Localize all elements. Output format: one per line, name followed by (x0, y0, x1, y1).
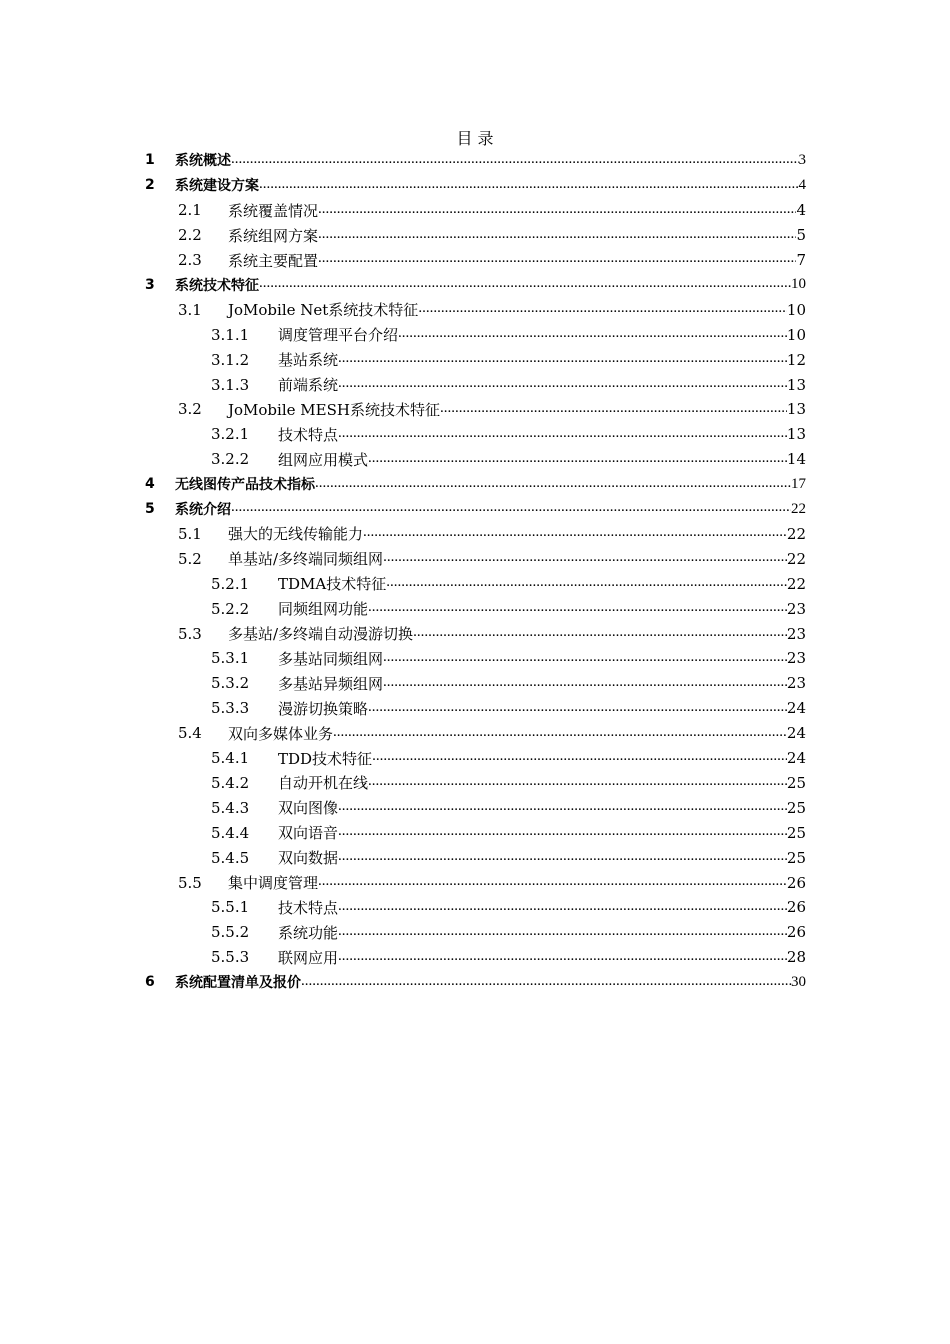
toc-entry-title: 单基站/多终端同频组网 (228, 550, 384, 569)
toc-entry-page: 13 (786, 400, 806, 419)
toc-dot-leader (301, 970, 791, 995)
toc-entry-number: 3.2.2 (211, 450, 250, 469)
toc-entry-number: 2.3 (178, 251, 202, 270)
toc-entry-title: 多基站异频组网 (278, 674, 384, 693)
toc-dot-leader (338, 422, 787, 447)
toc-entry-page: 25 (786, 798, 806, 817)
toc-entry-number: 5.5.2 (211, 923, 250, 942)
toc-dot-leader (398, 322, 787, 347)
toc-dot-leader (338, 845, 787, 870)
toc-entry-number: 5.3.2 (211, 674, 250, 693)
toc-entry-number: 4 (145, 476, 155, 493)
toc-entry[interactable] (145, 148, 806, 173)
toc-entry-number: 3 (145, 276, 155, 293)
toc-entry-page: 17 (791, 475, 806, 492)
toc-entry[interactable] (178, 522, 806, 547)
toc-entry[interactable] (145, 472, 806, 497)
toc-entry-number: 5.4.4 (211, 823, 250, 842)
toc-dot-leader (318, 223, 796, 248)
toc-entry-number: 3.1 (178, 300, 202, 319)
toc-entry-title: 基站系统 (278, 351, 339, 370)
toc-entry-page: 23 (786, 649, 806, 668)
toc-entry[interactable] (145, 497, 806, 522)
toc-entry-title: 双向数据 (278, 849, 339, 868)
toc-dot-leader (259, 173, 799, 198)
toc-dot-leader (338, 820, 787, 845)
toc-heading: 目 录 (456, 129, 494, 148)
toc-entry[interactable] (211, 845, 806, 870)
toc-dot-leader (386, 571, 787, 596)
toc-entry[interactable] (211, 447, 806, 472)
toc-entry-page: 14 (786, 450, 806, 469)
toc-entry-title: 自动开机在线 (278, 774, 369, 793)
toc-entry-page: 25 (786, 848, 806, 867)
toc-entry[interactable] (211, 771, 806, 796)
toc-entry-page: 26 (786, 873, 806, 892)
toc-entry-title: 系统组网方案 (228, 226, 319, 245)
toc-entry[interactable] (178, 397, 806, 422)
toc-dot-leader (231, 148, 799, 173)
toc-entry[interactable] (145, 970, 806, 995)
toc-entry[interactable] (178, 546, 806, 571)
toc-entry-page: 24 (786, 749, 806, 768)
toc-entry[interactable] (211, 571, 806, 596)
toc-entry-number: 5.3.1 (211, 649, 250, 668)
toc-dot-leader (368, 696, 787, 721)
toc-entry-number: 5.4.2 (211, 773, 250, 792)
toc-entry-number: 3.2 (178, 400, 202, 419)
toc-entry[interactable] (211, 347, 806, 372)
toc-entry-number: 6 (145, 974, 155, 991)
toc-entry[interactable] (178, 621, 806, 646)
toc-entry-page: 10 (786, 325, 806, 344)
toc-entry-page: 24 (786, 699, 806, 718)
toc-entry[interactable] (178, 721, 806, 746)
toc-entry-number: 3.1.1 (211, 325, 250, 344)
toc-entry-number: 5 (145, 501, 155, 518)
toc-dot-leader (440, 397, 787, 422)
toc-entry-page: 13 (786, 375, 806, 394)
toc-entry-title: 集中调度管理 (228, 874, 319, 893)
toc-entry-page: 22 (791, 500, 806, 517)
toc-entry-number: 5.4.1 (211, 749, 250, 768)
toc-entry-title: 漫游切换策略 (278, 699, 369, 718)
toc-entry-page: 4 (798, 176, 806, 193)
toc-entry-page: 7 (796, 251, 806, 270)
toc-entry[interactable] (211, 372, 806, 397)
toc-entry-title: 系统概述 (175, 153, 231, 170)
toc-dot-leader (338, 920, 787, 945)
toc-entry-number: 3.1.2 (211, 350, 250, 369)
toc-dot-leader (368, 771, 787, 796)
toc-dot-leader (418, 297, 787, 322)
toc-entry-number: 3.2.1 (211, 425, 250, 444)
toc-dot-leader (318, 198, 796, 223)
toc-entry-title: 调度管理平台介绍 (278, 326, 399, 345)
toc-entry-number: 5.4 (178, 724, 202, 743)
toc-entry-page: 23 (786, 624, 806, 643)
toc-entry-number: 5.4.5 (211, 848, 250, 867)
toc-entry-page: 28 (786, 948, 806, 967)
toc-entry[interactable] (211, 696, 806, 721)
toc-dot-leader (338, 347, 787, 372)
toc-entry-page: 22 (786, 574, 806, 593)
toc-entry-title: 系统技术特征 (175, 277, 259, 294)
toc-dot-leader (333, 721, 787, 746)
toc-entry-title: 多基站/多终端自动漫游切换 (228, 625, 414, 644)
toc-dot-leader (231, 497, 791, 522)
toc-entry-title: 前端系统 (278, 376, 339, 395)
toc-dot-leader (413, 621, 787, 646)
toc-dot-leader (368, 447, 787, 472)
toc-entry[interactable] (211, 895, 806, 920)
toc-entry-title: 系统覆盖情况 (228, 201, 319, 220)
toc-entry-title: 联网应用 (278, 948, 339, 967)
toc-entry[interactable] (211, 820, 806, 845)
toc-entry-page: 23 (786, 599, 806, 618)
toc-entry-title: TDD技术特征 (278, 749, 373, 768)
toc-entry-number: 3.1.3 (211, 375, 250, 394)
toc-entry-title: 组网应用模式 (278, 450, 369, 469)
toc-entry-page: 24 (786, 724, 806, 743)
toc-dot-leader (368, 596, 787, 621)
toc-entry[interactable] (178, 870, 806, 895)
toc-entry[interactable] (211, 671, 806, 696)
toc-entry-title: 技术特点 (278, 898, 339, 917)
toc-entry-number: 2 (145, 177, 155, 194)
toc-entry-page: 5 (796, 226, 806, 245)
toc-entry-page: 4 (796, 201, 806, 220)
toc-entry-number: 5.5.1 (211, 898, 250, 917)
toc-entry[interactable] (211, 596, 806, 621)
toc-entry[interactable] (178, 248, 806, 273)
toc-entry-number: 5.2 (178, 549, 202, 568)
toc-entry-number: 5.3 (178, 624, 202, 643)
toc-entry-number: 5.5.3 (211, 948, 250, 967)
toc-entry-number: 5.2.1 (211, 574, 250, 593)
toc-entry-page: 22 (786, 549, 806, 568)
toc-dot-leader (338, 795, 787, 820)
toc-dot-leader (383, 646, 787, 671)
toc-entry[interactable] (211, 920, 806, 945)
toc-dot-leader (383, 546, 787, 571)
toc-entry-number: 5.3.3 (211, 699, 250, 718)
toc-dot-leader (318, 248, 796, 273)
toc-entry-title: 技术特点 (278, 425, 339, 444)
toc-entry[interactable] (211, 945, 806, 970)
toc-entry[interactable] (211, 422, 806, 447)
toc-entry-title: 系统主要配置 (228, 251, 319, 270)
toc-dot-leader (372, 746, 787, 771)
toc-entry-page: 10 (791, 276, 806, 293)
toc-dot-leader (363, 522, 787, 547)
toc-entry-title: 系统建设方案 (175, 178, 259, 195)
toc-entry-number: 5.2.2 (211, 599, 250, 618)
toc-entry-title: JoMobile MESH系统技术特征 (228, 400, 440, 419)
toc-entry[interactable] (145, 173, 806, 198)
toc-dot-leader (318, 870, 787, 895)
toc-dot-leader (315, 472, 791, 497)
toc-entry-title: 系统介绍 (175, 502, 231, 519)
toc-entry-number: 5.4.3 (211, 798, 250, 817)
toc-dot-leader (338, 945, 787, 970)
toc-entry-title: 双向图像 (278, 799, 339, 818)
toc-entry-number: 5.1 (178, 524, 202, 543)
toc-entry[interactable] (178, 198, 806, 223)
toc-entry-page: 25 (786, 773, 806, 792)
toc-entry-title: 系统功能 (278, 923, 339, 942)
toc-entry-title: JoMobile Net系统技术特征 (228, 301, 419, 320)
toc-entry[interactable] (211, 746, 806, 771)
toc-entry-title: TDMA技术特征 (278, 575, 387, 594)
toc-entry-page: 30 (791, 973, 806, 990)
toc-entry-number: 2.2 (178, 226, 202, 245)
toc-entry-number: 2.1 (178, 201, 202, 220)
toc-entry-page: 25 (786, 823, 806, 842)
toc-entry-title: 双向多媒体业务 (228, 724, 334, 743)
toc-dot-leader (338, 895, 787, 920)
toc-entry-title: 系统配置清单及报价 (175, 975, 301, 992)
toc-entry[interactable] (211, 795, 806, 820)
toc-entry-title: 多基站同频组网 (278, 649, 384, 668)
toc-entry-number: 1 (145, 152, 155, 169)
toc-entry-page: 23 (786, 674, 806, 693)
toc-entry-page: 13 (786, 425, 806, 444)
toc-entry-page: 22 (786, 524, 806, 543)
toc-dot-leader (338, 372, 787, 397)
toc-entry-title: 无线图传产品技术指标 (175, 477, 315, 494)
toc-entry[interactable] (178, 297, 806, 322)
toc-entry-number: 5.5 (178, 873, 202, 892)
toc-entry[interactable] (211, 322, 806, 347)
toc-entry-page: 10 (786, 300, 806, 319)
toc-dot-leader (259, 273, 791, 298)
toc-entry-page: 26 (786, 923, 806, 942)
toc-entry[interactable] (211, 646, 806, 671)
toc-entry-page: 3 (798, 151, 806, 168)
toc-entry[interactable] (145, 273, 806, 298)
toc-entry-title: 强大的无线传输能力 (228, 525, 364, 544)
toc-dot-leader (383, 671, 787, 696)
toc-entry-title: 同频组网功能 (278, 600, 369, 619)
toc-entry-page: 26 (786, 898, 806, 917)
toc-entry-page: 12 (786, 350, 806, 369)
toc-entry[interactable] (178, 223, 806, 248)
toc-entry-title: 双向语音 (278, 824, 339, 843)
